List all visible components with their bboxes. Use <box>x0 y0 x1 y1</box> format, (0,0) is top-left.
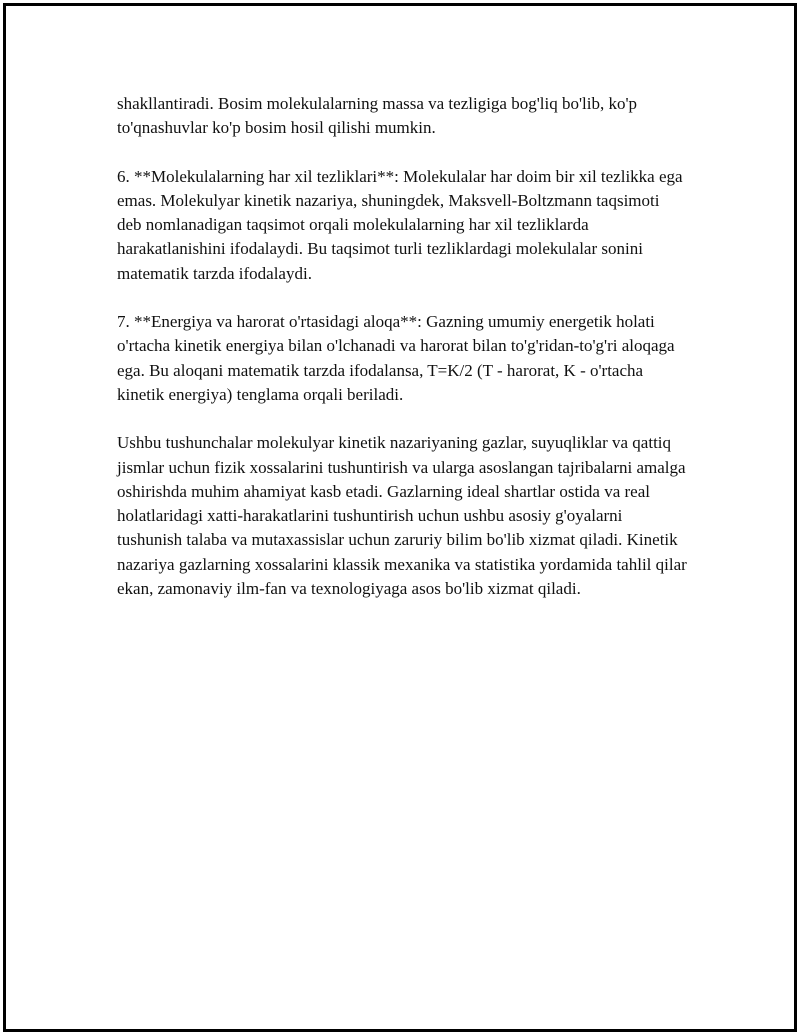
paragraph-item-6: 6. **Molekulalarning har xil tezliklari**: Molekulalar har doim bir xil tezlikka ega emas. Molekulyar kinetik nazariya, shuningdek, Maksvell-Boltzmann taqsimoti deb nomlanadigan taqsimot orqali molekulalarning har xil tezliklarda harakatlanishini ifodalaydi. Bu taqsimot turli tezliklardagi molekulalar sonini matematik tarzda ifodalaydi. <box>117 166 683 283</box>
paragraph-continuation: shakllantiradi. Bosim molekulalarning massa va tezligiga bog'liq bo'lib, ko'p to'qnashuvlar ko'p bosim hosil qilishi mumkin. <box>117 94 638 138</box>
document-body <box>117 92 687 625</box>
paragraph-conclusion: Ushbu tushunchalar molekulyar kinetik nazariyaning gazlar, suyuqliklar va qattiq jismlar uchun fizik xossalarini tushuntirish va ularga asoslangan tajribalarni amalga oshirishda muhim ahamiyat kasb etadi. Gazlarning ideal shartlar ostida va real holatlaridagi xatti-harakatlarini tushuntirish uchun ushbu asosiy g'oyalarni tushunish talaba va mutaxassislar uchun zaruriy bilim bo'lib xizmat qiladi. Kinetik nazariya gazlarning xossalarini klassik mexanika va statistika yordamida tahlil qilar ekan, zamonaviy ilm-fan va texnologiyaga asos bo'lib xizmat qiladi. <box>117 433 687 599</box>
paragraph-item-7: 7. **Energiya va harorat o'rtasidagi aloqa**: Gazning umumiy energetik holati o'rtacha kinetik energiya bilan o'lchanadi va harorat bilan to'g'ridan-to'g'ri aloqaga ega. Bu aloqani matematik tarzda ifodalansa, T=K/2 (T - harorat, K - o'rtacha kinetik energiya) tenglama orqali beriladi. <box>117 312 675 404</box>
